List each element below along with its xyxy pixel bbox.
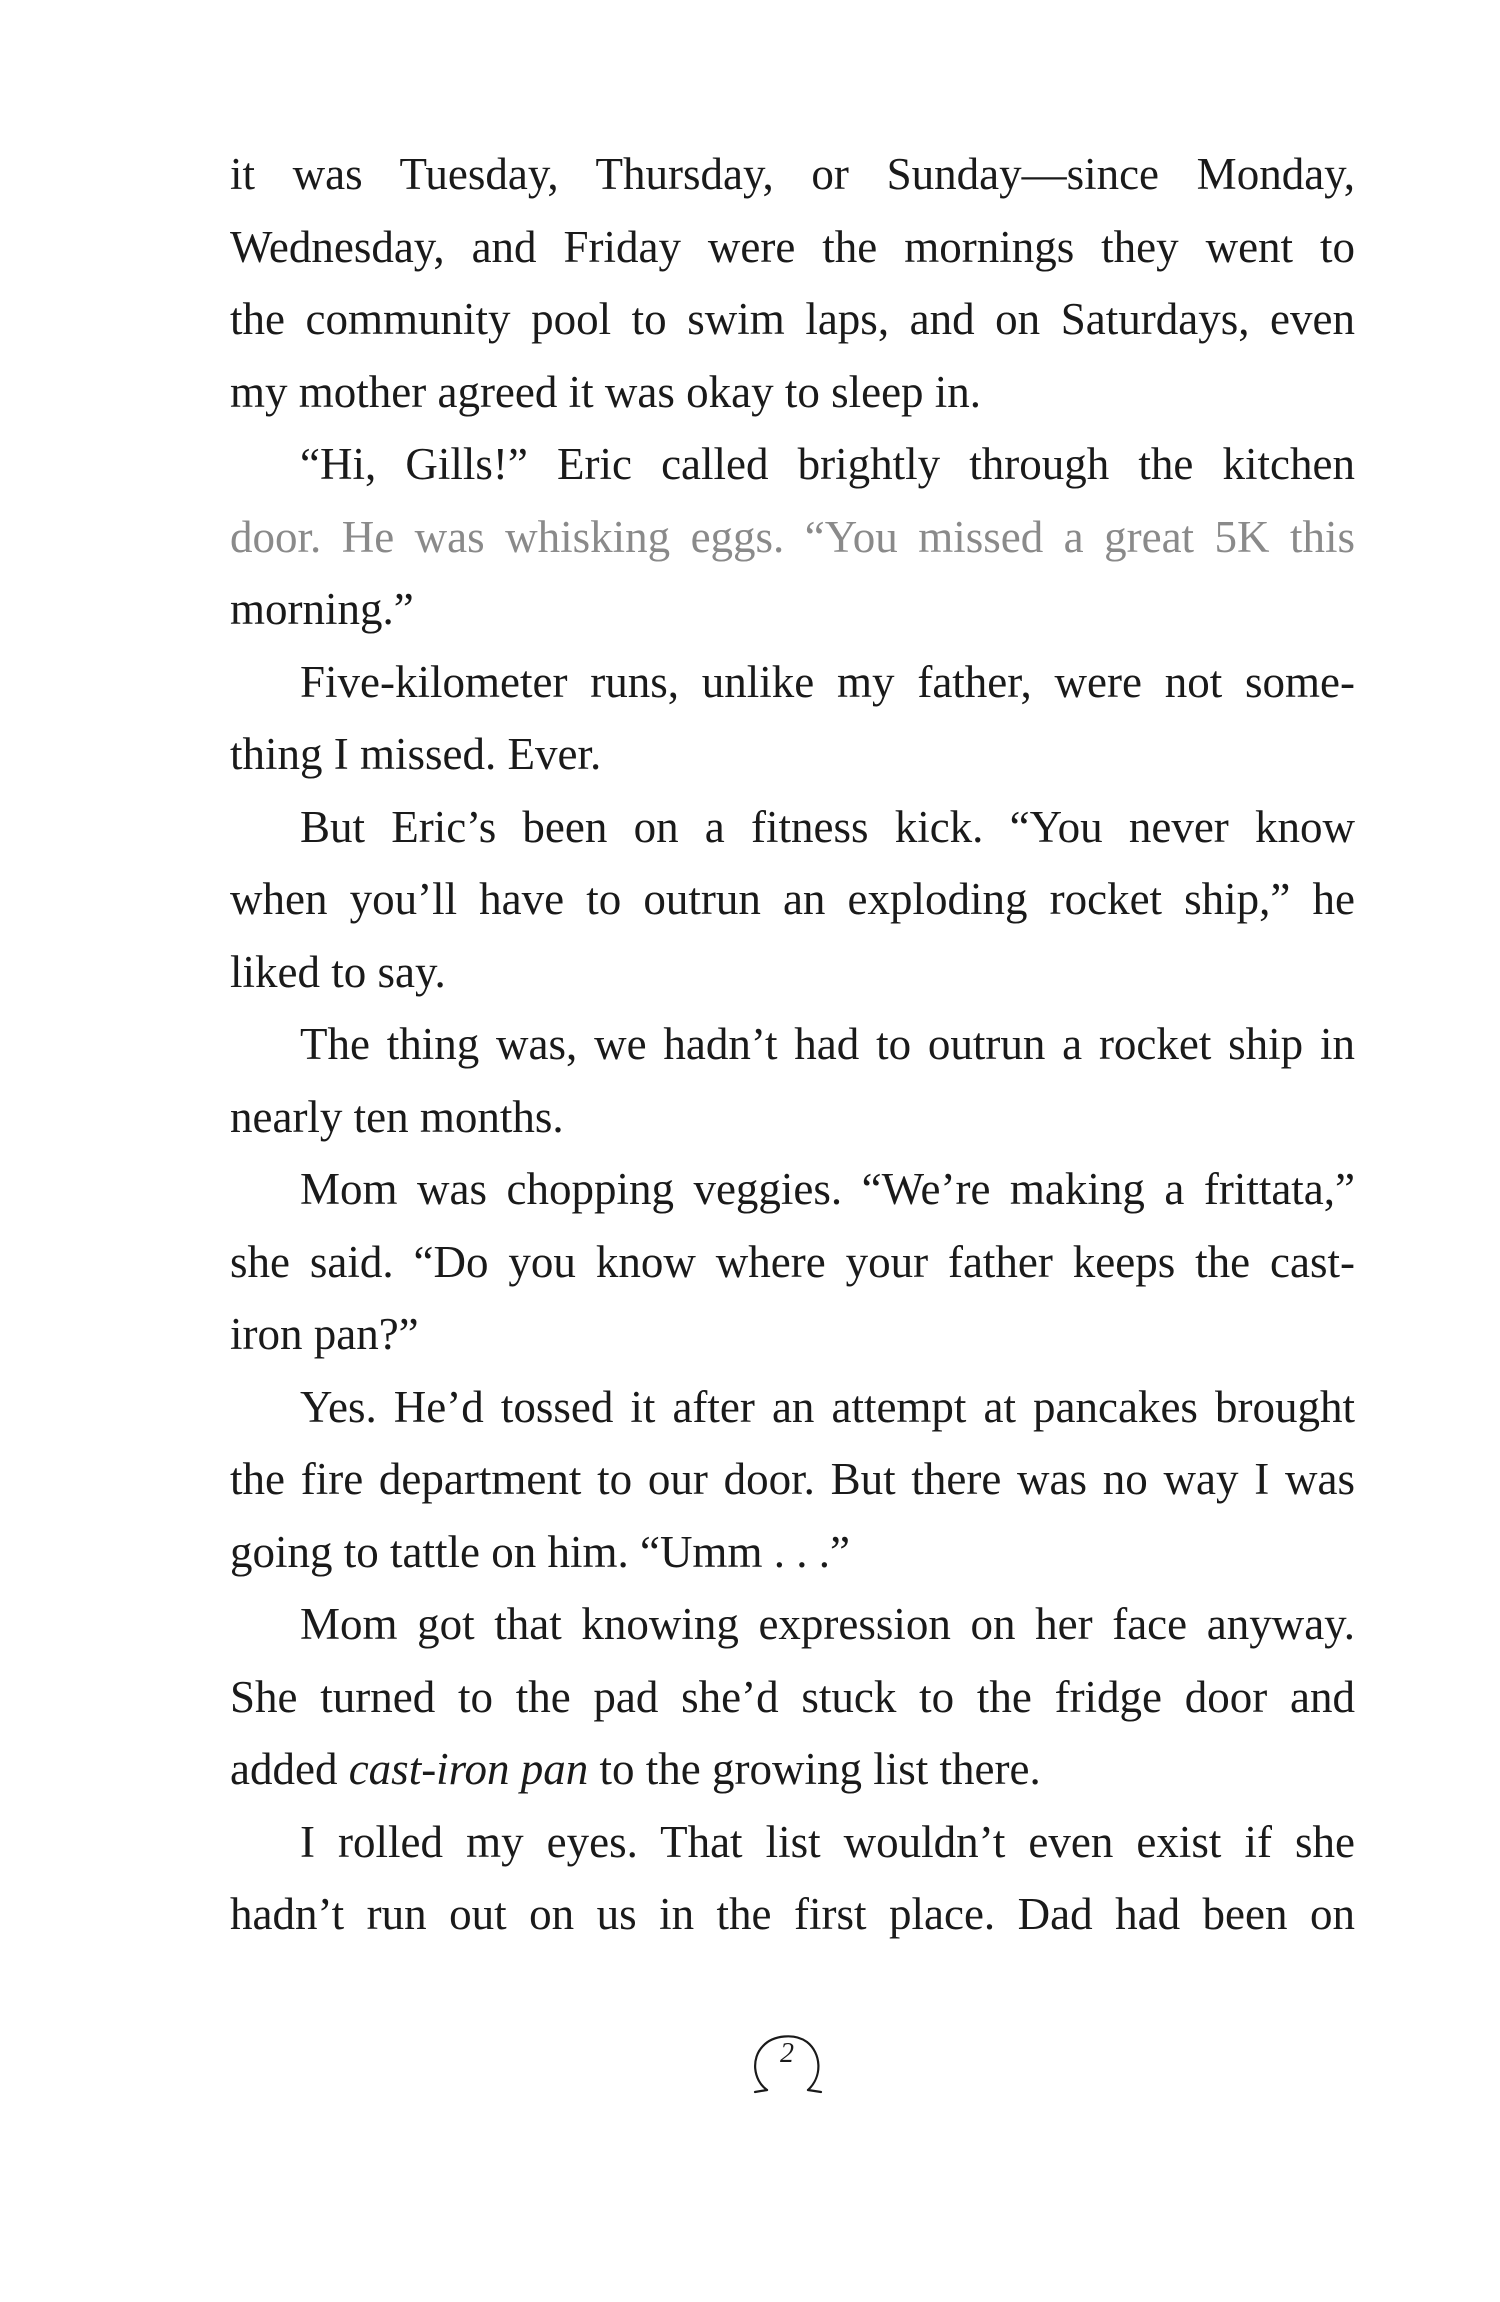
text-line: hadn’t run out on us in the first place. Dad had been on [230, 1889, 1355, 1939]
text-line: going to tattle on him. “Umm . . .” [230, 1526, 850, 1577]
page-number: 2 [780, 2038, 794, 2069]
text-line: it was Tuesday, Thursday, or Sunday—since Monday, [230, 149, 1355, 199]
page-number-ornament [745, 2024, 829, 2108]
text-line: the fire department to our door. But there was no way I was [230, 1454, 1355, 1504]
body-text [230, 138, 1355, 1951]
text-line: Yes. He’d tossed it after an attempt at pancakes brought [300, 1381, 1355, 1432]
text-line: nearly ten months. [230, 1091, 564, 1142]
text-line: liked to say. [230, 946, 446, 997]
text-line: my mother agreed it was okay to sleep in. [230, 366, 982, 417]
text-line: She turned to the pad she’d stuck to the fridge door and [230, 1671, 1355, 1722]
text-line: morning.” [230, 584, 414, 634]
text-line-faded: door. He was whisking eggs. “You missed a great 5K this [230, 511, 1355, 562]
text-line: Wednesday, and Friday were the mornings they went to [230, 221, 1355, 272]
text-run: to the growing list there. [588, 1744, 1041, 1794]
text-line: when you’ll have to outrun an exploding rocket ship,” he [230, 874, 1355, 924]
text-line: But Eric’s been on a fitness kick. “You never know [300, 801, 1355, 852]
text-line: Mom got that knowing expression on her face anyway. [300, 1599, 1355, 1649]
text-line: I rolled my eyes. That list wouldn’t even exist if she [300, 1816, 1355, 1867]
italic-phrase: cast-iron pan [348, 1744, 589, 1794]
text-line: Mom was chopping veggies. “We’re making a frittata,” [300, 1164, 1355, 1214]
text-line: thing I missed. Ever. [230, 729, 602, 779]
text-line: Five-kilometer runs, unlike my father, were not some- [300, 656, 1355, 707]
text-line: iron pan?” [230, 1309, 419, 1359]
text-line-with-italic [230, 1733, 1355, 1806]
text-line: she said. “Do you know where your father keeps the cast- [230, 1236, 1355, 1287]
text-run: added [230, 1744, 349, 1794]
text-line: “Hi, Gills!” Eric called brightly through the kitchen [300, 439, 1355, 489]
text-line: The thing was, we hadn’t had to outrun a rocket ship in [300, 1019, 1355, 1069]
text-line: the community pool to swim laps, and on Saturdays, even [230, 294, 1355, 344]
